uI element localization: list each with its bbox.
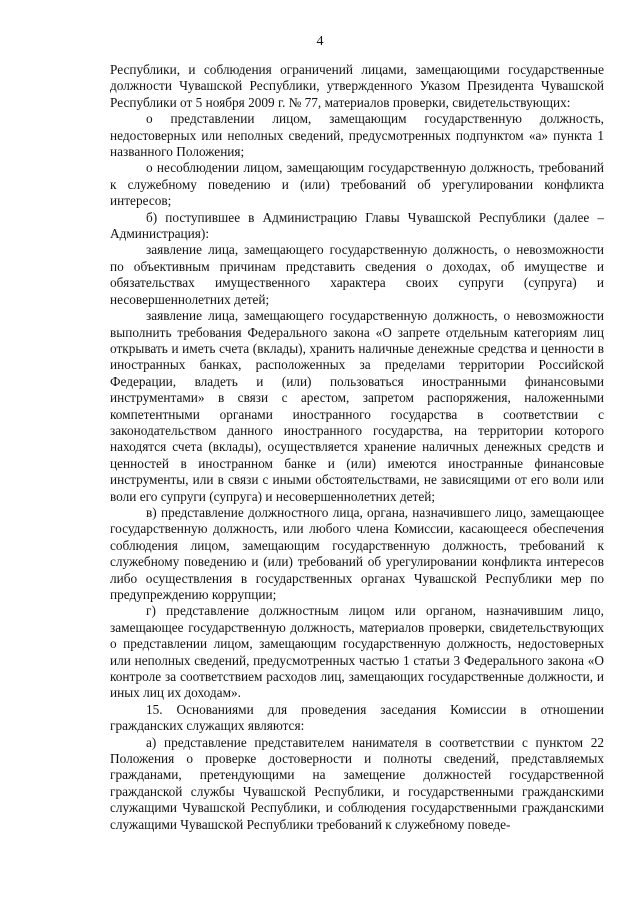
paragraph-subitem-v: в) представление должностного лица, органа, назначившего лицо, замещающее государственную должность, или любого члена Комиссии, касающееся обеспечения соблюдения лицом, замещающим государственную должность, требований к служебному поведению и (или) требований об урегулировании конфликта интересов либо осуществления в государственных органах Чувашской Республики мер по предупреждению коррупции;: [110, 504, 604, 602]
paragraph-subitem-b: б) поступившее в Администрацию Главы Чувашской Республики (далее – Администрация):: [110, 209, 604, 242]
paragraph-item-inaccurate-info: о представлении лицом, замещающим государственную должность, недостоверных или неполных сведений, предусмотренных подпунктом «а» пункта 1 названного Положения;: [110, 111, 604, 160]
paragraph-statement-income: заявление лица, замещающего государственную должность, о невозможности по объективным причинам представить сведения о доходах, об имуществе и обязательствах имущественного характера своих супруги (супруга) и несовершеннолетних детей;: [110, 242, 604, 307]
paragraph-item-noncompliance: о несоблюдении лицом, замещающим государственную должность, требований к служебному поведению и (или) требований об урегулировании конфликта интересов;: [110, 160, 604, 209]
paragraph-subitem-a: а) представление представителем нанимателя в соответствии с пунктом 22 Положения о проверке достоверности и полноты сведений, представляемых гражданами, претендующими на замещение должностей государственной гражданской службы Чувашской Республики, и государственными гражданскими служащими Чувашской Республики, и соблюдения государственными гражданскими служащими Чувашской Республики требований к служебному поведе-: [110, 734, 604, 832]
paragraph-subitem-g: г) представление должностным лицом или органом, назначившим лицо, замещающее государственную должность, материалов проверки, свидетельствующих о представлении лицом, замещающим государственную должность, недостоверных или неполных сведений, предусмотренных частью 1 статьи 3 Федерального закона «О контроле за соответствием расходов лиц, замещающих государственные должности, и иных лиц их доходам».: [110, 603, 604, 701]
paragraph-item-15: 15. Основаниями для проведения заседания Комиссии в отношении гражданских служащих являются:: [110, 701, 604, 734]
page-number: 4: [316, 34, 324, 49]
paragraph-continuation: Республики, и соблюдения ограничений лицами, замещающими государственные должности Чувашской Республики, утвержденного Указом Президента Чувашской Республики от 5 ноября 2009 г. № 77, материалов проверки, свидетельствующих:: [110, 62, 604, 110]
paragraph-statement-foreign-accounts: заявление лица, замещающего государственную должность, о невозможности выполнить требования Федерального закона «О запрете отдельным категориям лиц открывать и иметь счета (вклады), хранить наличные денежные средства и ценности в иностранных банках, расположенных за пределами территории Российской Федерации, владеть и (или) пользоваться иностранными финансовыми инструментами» в связи с арестом, запретом распоряжения, наложенными компетентными органами иностранного государства в соответствии с законодательством данного иностранного государства, на территории которого находятся счета (вклады), осуществляется хранение наличных денежных средств и ценностей в иностранном банке и (или) имеются иностранные финансовые инструменты, или в связи с иными обстоятельствами, не зависящими от его воли или воли его супруги (супруга) и несовершеннолетних детей;: [110, 308, 604, 504]
document-body: [110, 62, 604, 833]
